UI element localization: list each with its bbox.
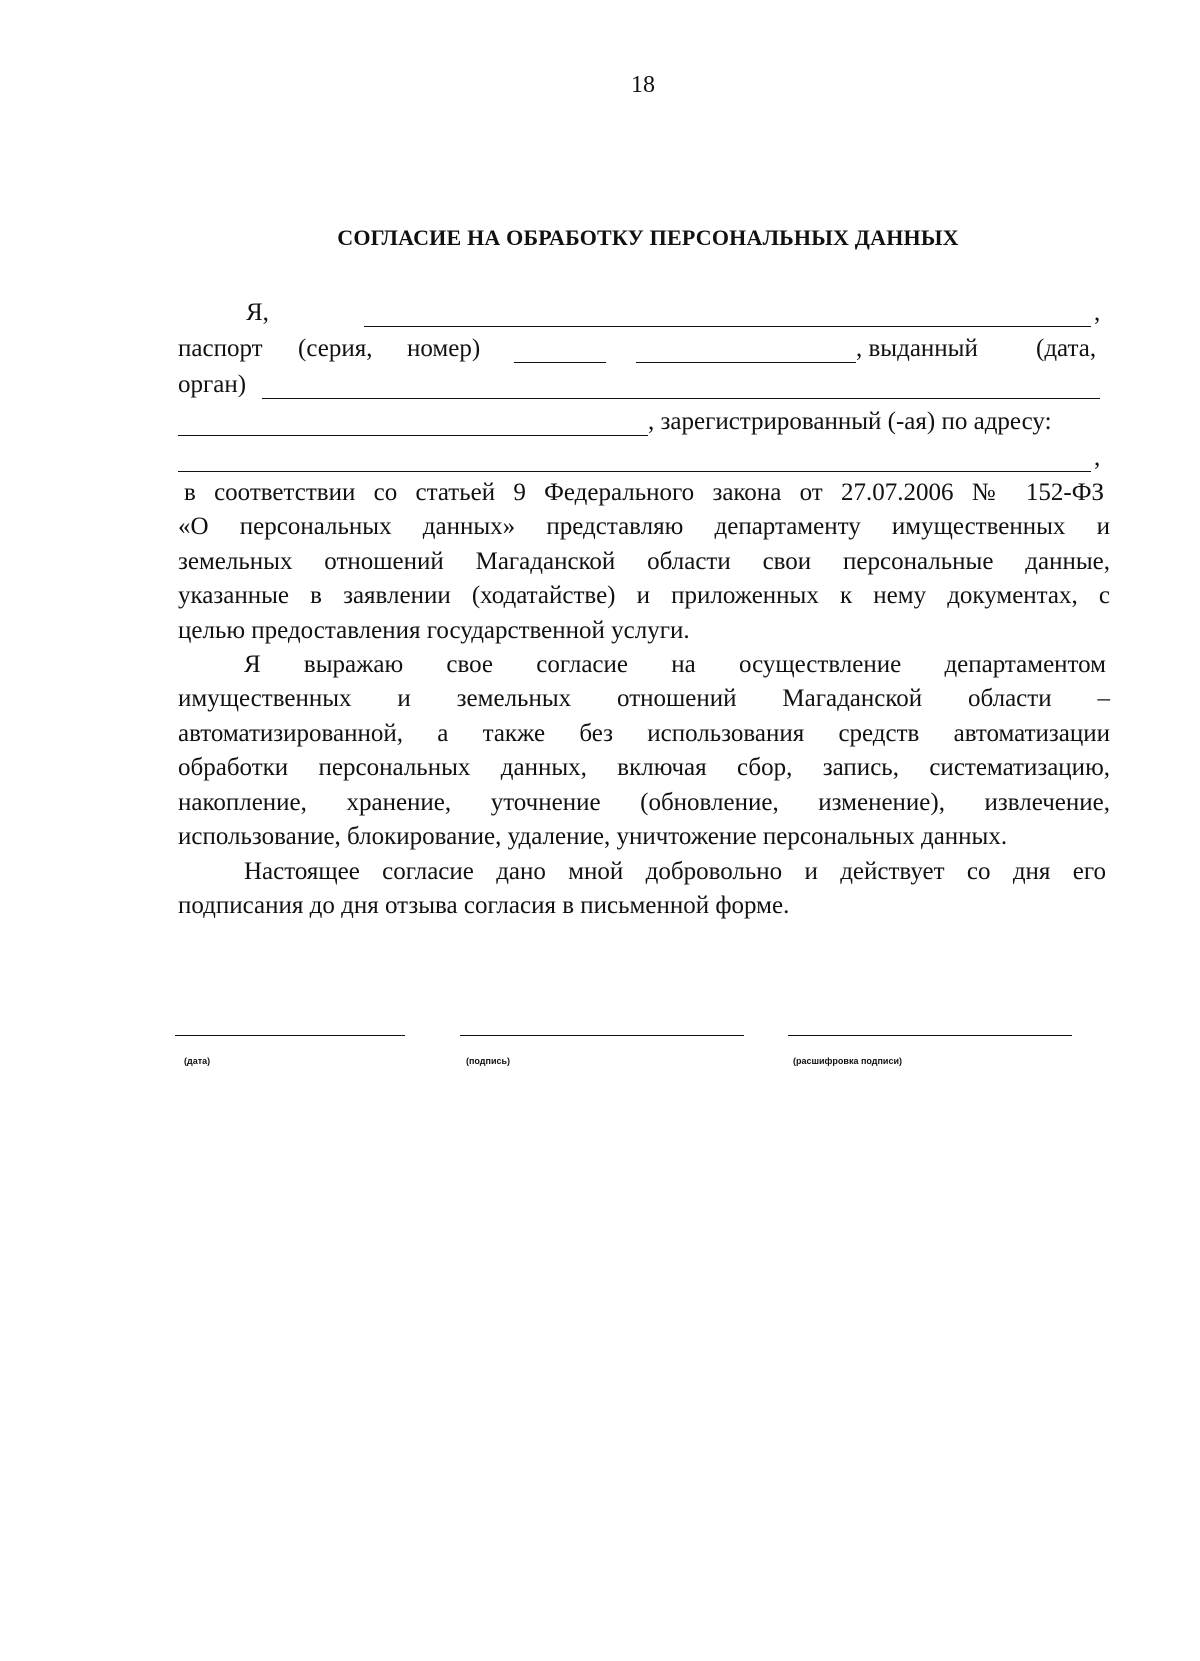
address-field[interactable] bbox=[178, 471, 1091, 472]
date-label: (дата) bbox=[184, 1056, 211, 1066]
paragraph-consent-basis bbox=[184, 476, 1104, 510]
issued-label: , выданный bbox=[856, 335, 978, 362]
paragraph-line: в соответствии со статьей 9 Федерального закона от 27.07.2006 № 152-ФЗ bbox=[184, 479, 1104, 506]
form-row-registered bbox=[178, 405, 1110, 439]
paragraph-consent-validity bbox=[244, 855, 1106, 889]
issuing-organ-continued-field[interactable] bbox=[178, 435, 648, 436]
passport-number-field[interactable] bbox=[636, 362, 856, 363]
form-row-address bbox=[178, 441, 1110, 475]
paragraph-line: «О персональных данных» представляю департаменту имущественных и bbox=[178, 513, 1110, 541]
paragraph-line: указанные в заявлении (ходатайстве) и приложенных к нему документах, с bbox=[178, 582, 1110, 610]
document-title: СОГЛАСИЕ НА ОБРАБОТКУ ПЕРСОНАЛЬНЫХ ДАННЫХ bbox=[337, 225, 959, 250]
issued-date-label: (дата, bbox=[1036, 335, 1097, 362]
paragraph-line: накопление, хранение, уточнение (обновление, изменение), извлечение, bbox=[178, 788, 1110, 816]
date-signature-field[interactable] bbox=[175, 1035, 405, 1036]
paragraph-line: земельных отношений Магаданской области свои персональные данные, bbox=[178, 547, 1110, 575]
paragraph-line: автоматизированной, а также без использования средств автоматизации bbox=[178, 719, 1110, 747]
paragraph-line: обработки персональных данных, включая сбор, запись, систематизацию, bbox=[178, 754, 1110, 782]
form-row-passport bbox=[178, 332, 1110, 366]
address-comma: , bbox=[1094, 444, 1101, 471]
series-label: (серия, bbox=[298, 335, 373, 362]
name-comma: , bbox=[1094, 299, 1101, 326]
paragraph-line: целью предоставления государственной услуги. bbox=[178, 616, 690, 644]
signature-label: (подпись) bbox=[466, 1056, 511, 1066]
number-label: номер) bbox=[407, 335, 481, 362]
form-row-organ bbox=[178, 368, 1110, 402]
paragraph-line: Настоящее согласие дано мной добровольно и действует со дня его bbox=[244, 858, 1106, 885]
full-name-field[interactable] bbox=[364, 326, 1091, 327]
paragraph-consent-basis-cont bbox=[178, 510, 1110, 648]
organ-label: орган) bbox=[178, 371, 247, 398]
form-row-name bbox=[178, 296, 1110, 330]
paragraph-consent-scope bbox=[244, 648, 1106, 682]
signature-decoding-label: (расшифровка подписи) bbox=[793, 1056, 902, 1066]
signature-field[interactable] bbox=[460, 1035, 744, 1036]
passport-label: паспорт bbox=[178, 335, 263, 362]
issuing-organ-field[interactable] bbox=[262, 398, 1100, 399]
paragraph-line: подписания до дня отзыва согласия в письменной форме. bbox=[178, 892, 790, 920]
paragraph-consent-scope-cont bbox=[178, 682, 1110, 854]
paragraph-line: имущественных и земельных отношений Магаданской области – bbox=[178, 685, 1110, 713]
registered-label: , зарегистрированный (-ая) по адресу: bbox=[648, 408, 1052, 435]
page-number: 18 bbox=[631, 72, 655, 98]
paragraph-consent-validity-cont bbox=[178, 889, 1110, 923]
paragraph-line: использование, блокирование, удаление, уничтожение персональных данных. bbox=[178, 823, 1008, 851]
signature-decoding-field[interactable] bbox=[788, 1035, 1072, 1036]
passport-series-field[interactable] bbox=[514, 362, 606, 363]
paragraph-line: Я выражаю свое согласие на осуществление департаментом bbox=[244, 651, 1106, 678]
i-label: Я, bbox=[246, 299, 269, 326]
